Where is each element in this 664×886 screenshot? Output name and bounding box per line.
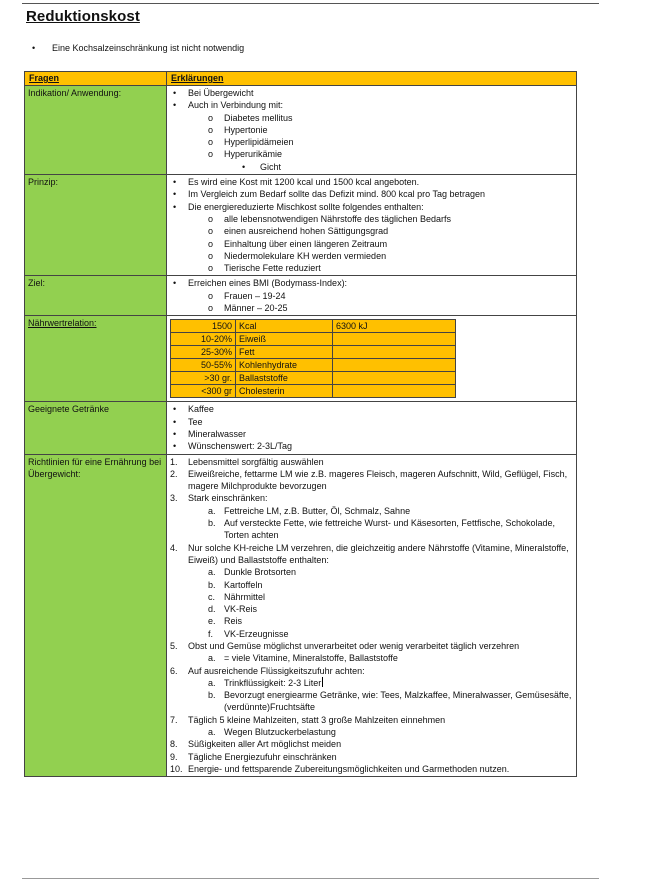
list-item: o Hypertonie — [170, 124, 573, 136]
list-item: a. Dunkle Brotsorten — [208, 567, 297, 578]
list-item: 6. Auf ausreichende Flüssigkeitszufuhr achten: — [170, 665, 365, 676]
list-item: d. VK-Reis — [208, 604, 258, 615]
document-title: Reduktionskost — [26, 8, 140, 25]
top-rule — [22, 3, 599, 4]
list-item: • Mineralwasser — [170, 428, 573, 440]
row-prinzip — [25, 175, 577, 276]
list-item: • Kaffee — [170, 403, 573, 415]
list-item: • Die energiereduzierte Mischkost sollte folgendes enthalten: — [170, 201, 573, 213]
list-item: • Wünschenswert: 2-3L/Tag — [170, 440, 573, 452]
list-item: o Hyperlipidämeien — [170, 136, 573, 148]
nutrient-value: 1500 — [171, 320, 236, 333]
list-item: b. Kartoffeln — [208, 579, 263, 590]
list-item: a. = viele Vitamine, Mineralstoffe, Ballaststoffe — [208, 653, 398, 664]
list-item: 9. Tägliche Energiezufuhr einschränken — [170, 751, 337, 762]
table-header-row — [25, 72, 577, 86]
header-erklaerungen: Erklärungen — [167, 72, 577, 86]
list-item: • Im Vergleich zum Bedarf sollte das Defizit mind. 800 kcal pro Tag betragen — [170, 188, 573, 200]
table-row — [171, 385, 456, 398]
nutrient-extra — [333, 372, 456, 385]
list-item: e. Reis — [208, 616, 243, 627]
list-item: • Bei Übergewicht — [170, 87, 573, 99]
table-row — [171, 346, 456, 359]
nutrient-name: Kcal — [236, 320, 333, 333]
nutrient-extra — [333, 359, 456, 372]
list-item: 4. Nur solche KH-reiche LM verzehren, die gleichzeitig andere Nährstoffe (Vitamine, Mineralstoffe, Eiweiß) und Ballaststoffe enthalten: — [170, 542, 569, 565]
list-item: • Es wird eine Kost mit 1200 kcal und 1500 kcal angeboten. — [170, 176, 573, 188]
list-item: o Tierische Fette reduziert — [170, 262, 573, 274]
label-naehrwert: Nährwertrelation: — [25, 316, 167, 402]
list-item: 10. Energie- und fettsparende Zubereitungsmöglichkeiten und Garmethoden nutzen. — [170, 763, 510, 774]
list-item: a. Wegen Blutzuckerbelastung — [208, 727, 336, 738]
row-richtlinien — [25, 454, 577, 777]
list-item: 3. Stark einschränken: — [170, 493, 268, 504]
nutrient-value: <300 gr — [171, 385, 236, 398]
list-item: o alle lebensnotwendigen Nährstoffe des täglichen Bedarfs — [170, 213, 573, 225]
list-item: c. Nährmittel — [208, 591, 266, 602]
list-item: b. Auf versteckte Fette, wie fettreiche Wurst- und Käsesorten, Fettfische, Schokolade, Torten achten — [208, 518, 555, 541]
label-prinzip: Prinzip: — [25, 175, 167, 276]
nutrient-name: Cholesterin — [236, 385, 333, 398]
row-naehrwert — [25, 316, 577, 402]
list-item: • Erreichen eines BMI (Bodymass-Index): — [170, 277, 573, 289]
label-indikation: Indikation/ Anwendung: — [25, 86, 167, 175]
diet-table — [24, 71, 577, 777]
list-item: 2. Eiweißreiche, fettarme LM wie z.B. mageres Fleisch, mageren Aufschnitt, Wild, Geflügel, Fisch, magere Milchprodukte bevorzugen — [170, 468, 568, 492]
row-ziel — [25, 276, 577, 316]
nutrient-value: 25-30% — [171, 346, 236, 359]
nutrient-extra — [333, 346, 456, 359]
list-item: a. Fettreiche LM, z.B. Butter, Öl, Schmalz, Sahne — [208, 505, 411, 516]
table-row — [171, 359, 456, 372]
list-item: b. Bevorzugt energiearme Getränke, wie: Tees, Malzkaffee, Mineralwasser, Gemüsesäfte, (verdünnte)Fruchtsäfte — [208, 690, 572, 713]
list-item: o Einhaltung über einen längeren Zeitraum — [170, 238, 573, 250]
nutrient-value: >30 gr. — [171, 372, 236, 385]
nutrient-name: Kohlenhydrate — [236, 359, 333, 372]
nutrient-table — [170, 319, 456, 398]
list-item: • Auch in Verbindung mit: — [170, 99, 573, 111]
list-item: a. Trinkflüssigkeit: 2-3 Liter — [208, 677, 322, 688]
row-indikation — [25, 86, 577, 175]
nutrient-name: Fett — [236, 346, 333, 359]
nutrient-extra — [333, 385, 456, 398]
nutrient-name: Ballaststoffe — [236, 372, 333, 385]
text-cursor — [322, 677, 323, 687]
list-item: o Hyperurikämie — [170, 148, 573, 160]
list-item: 5. Obst und Gemüse möglichst unverarbeitet oder wenig verarbeitet täglich verzehren — [170, 640, 520, 651]
list-item: 7. Täglich 5 kleine Mahlzeiten, statt 3 große Mahlzeiten einnehmen — [170, 714, 446, 725]
row-getraenke — [25, 402, 577, 454]
nutrient-value: 10-20% — [171, 333, 236, 346]
nutrient-value: 50-55% — [171, 359, 236, 372]
list-item: • Gicht — [170, 161, 573, 173]
label-richtlinien: Richtlinien für eine Ernährung bei Übergewicht: — [25, 454, 167, 777]
nutrient-name: Eiweiß — [236, 333, 333, 346]
list-item: o Diabetes mellitus — [170, 112, 573, 124]
nutrient-extra — [333, 333, 456, 346]
intro-note: • Eine Kochsalzeinschränkung ist nicht notwendig — [32, 43, 245, 53]
bottom-rule — [22, 878, 599, 879]
table-row — [171, 320, 456, 333]
intro-text: Eine Kochsalzeinschränkung ist nicht notwendig — [52, 43, 245, 53]
table-row — [171, 333, 456, 346]
nutrient-extra: 6300 kJ — [333, 320, 456, 333]
label-ziel: Ziel: — [25, 276, 167, 316]
list-item: o Männer – 20-25 — [170, 302, 573, 314]
list-item: o einen ausreichend hohen Sättigungsgrad — [170, 225, 573, 237]
list-item: 1. Lebensmittel sorgfältig auswählen — [170, 456, 324, 467]
list-item: • Tee — [170, 416, 573, 428]
list-item: o Niedermolekulare KH werden vermieden — [170, 250, 573, 262]
table-row — [171, 372, 456, 385]
list-item: o Frauen – 19-24 — [170, 290, 573, 302]
header-fragen: Fragen — [25, 72, 167, 86]
label-getraenke: Geeignete Getränke — [25, 402, 167, 454]
list-item: f. VK-Erzeugnisse — [208, 628, 289, 639]
list-item: 8. Süßigkeiten aller Art möglichst meiden — [170, 739, 342, 750]
